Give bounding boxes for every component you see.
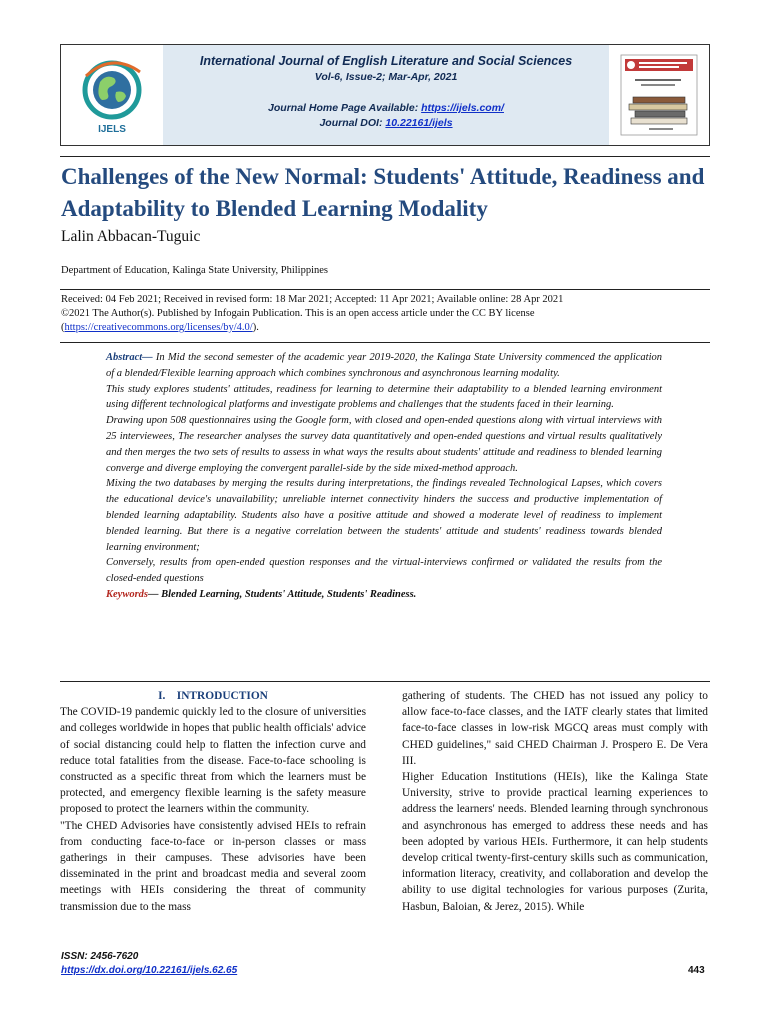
journal-cover-image	[609, 45, 709, 145]
body-column-left	[60, 688, 366, 915]
abstract-bottom-divider	[60, 681, 710, 682]
abstract-p1: In Mid the second semester of the academic year 2019-2020, the Kalinga State University commenced the application of a blended/Flexible learning approach which combines synchronous and asynchronous learning modality.	[106, 352, 662, 379]
copyright-notice: ©2021 The Author(s). Published by Infogain Publication. This is an open access article under the CC BY license	[61, 308, 535, 319]
author-affiliation: Department of Education, Kalinga State University, Philippines	[61, 265, 329, 276]
received-dates: Received: 04 Feb 2021; Received in revised form: 18 Mar 2021; Accepted: 11 Apr 2021; Available online: 28 Apr 2021	[61, 294, 564, 305]
abstract-block	[106, 350, 662, 603]
doi-label: Journal DOI:	[319, 117, 386, 129]
footer-issn: ISSN: 2456-7620	[61, 951, 139, 962]
body-column-right	[402, 688, 708, 915]
license-close: ).	[252, 322, 259, 333]
intro-paragraph-1: The COVID-19 pandemic quickly led to the closure of universities and colleges worldwide in hopes that public health officials' advice of social distancing could help to flatten the infection curve and reduce total fatalities from the disease. Face-to-face schooling is constructed as a specific threat from which the learners must be protected, and emergency flexible learning is the safety measure proposed to protect the learners within the community.	[60, 706, 366, 816]
globe-logo-icon	[72, 52, 152, 138]
journal-title: International Journal of English Literature and Social Sciences	[199, 54, 573, 68]
article-history	[61, 293, 711, 335]
home-label: Journal Home Page Available:	[268, 102, 422, 114]
journal-logo	[61, 45, 163, 145]
author-name: Lalin Abbacan-Tuguic	[61, 228, 201, 245]
abstract-p3: Drawing upon 508 questionnaires using the Google form, with closed and open-ended questions along with virtual interviews with 25 interviewees, The researcher analyses the survey data quantitatively and open-ended questions and virtual results qualitatively and then merges the two sets of results to assess in what ways the results about students' attitude and readiness to blended learning converge and diverge employing the convergent parallel-side by the side mixed-method approach.	[106, 415, 662, 474]
abstract-p4: Mixing the two databases by merging the results during interpretations, the findings revealed Technological Lapses, which covers the educational device's unavailability; unreliable internet connectivity hinders the success and productive implementation of blended learning adaptability. Students also have a positive attitude and showed a moderate level of readiness to implement blended learning. But there is a negative correlation between the students' attitude and students' readiness towards blended learning environment;	[106, 478, 662, 553]
journal-volume-issue: Vol-6, Issue-2; Mar-Apr, 2021	[314, 71, 458, 83]
paper-title: Challenges of the New Normal: Students' Attitude, Readiness and Adaptability to Blended Learning Modality	[61, 164, 705, 221]
abstract-p2: This study explores students' attitudes, readiness for learning to determine their adaptability to a blended learning environment using different technological platforms and investigate problems and challenges that the students faced in their learning.	[106, 383, 662, 411]
header-divider	[60, 156, 710, 157]
intro-paragraph-4: Higher Education Institutions (HEIs), like the Kalinga State University, strive to provide practical learning experiences to address the learners' needs. Blended learning through synchronous and asynchronous has emerged to address these needs and has been adopted by various HEIs. Furthermore, it can help students develop critical twenty-first-century skills such as communication, information literacy, creativity, and collaboration and develop the ability to use digital technologies for various purposes (Zurita, Hasbun, Baloian, & Jerez, 2015). While	[402, 771, 708, 913]
journal-info	[163, 45, 609, 145]
intro-paragraph-3: gathering of students. The CHED has not issued any policy to allow face-to-face classes, and the IATF clearly states that limited face-to-face classes in low-risk MGCQ areas must comply with CHED guidelines," said CHED Chairman J. Prospero E. De Vera III.	[402, 690, 708, 767]
journal-doi-link[interactable]: 10.22161/ijels	[385, 117, 453, 129]
section-heading-introduction: I. INTRODUCTION	[158, 690, 268, 702]
keywords-label: Keywords	[106, 588, 148, 600]
abstract-p5: Conversely, results from open-ended question responses and the virtual-interviews confirmed or validated the results from the closed-ended questions	[106, 557, 662, 585]
journal-home-link[interactable]: https://ijels.com/	[421, 102, 504, 114]
journal-doi-line	[163, 117, 609, 129]
abstract-label: Abstract—	[106, 352, 153, 363]
intro-paragraph-2: "The CHED Advisories have consistently advised HEIs to refrain from conducting face-to-face or in-person classes or mass gatherings in their campuses. These advisories have been disseminated in the print and broadcast media and several zoom meetings with HEIs considering the threat of community transmission due to the mass	[60, 819, 366, 913]
journal-header-banner	[60, 44, 710, 146]
footer-doi-link[interactable]: https://dx.doi.org/10.22161/ijels.62.65	[61, 965, 238, 976]
license-link[interactable]: https://creativecommons.org/licenses/by/4.0/	[64, 322, 253, 333]
license-open: (	[61, 322, 65, 333]
book-stack-icon	[619, 53, 699, 137]
dates-divider	[60, 289, 710, 290]
journal-home-line	[163, 102, 609, 114]
keywords-text: — Blended Learning, Students' Attitude, Students' Readiness.	[148, 588, 417, 600]
abstract-top-divider	[60, 342, 710, 343]
svg-text:IJELS: IJELS	[98, 124, 126, 135]
page-number: 443	[688, 965, 705, 976]
license-line	[61, 321, 711, 335]
